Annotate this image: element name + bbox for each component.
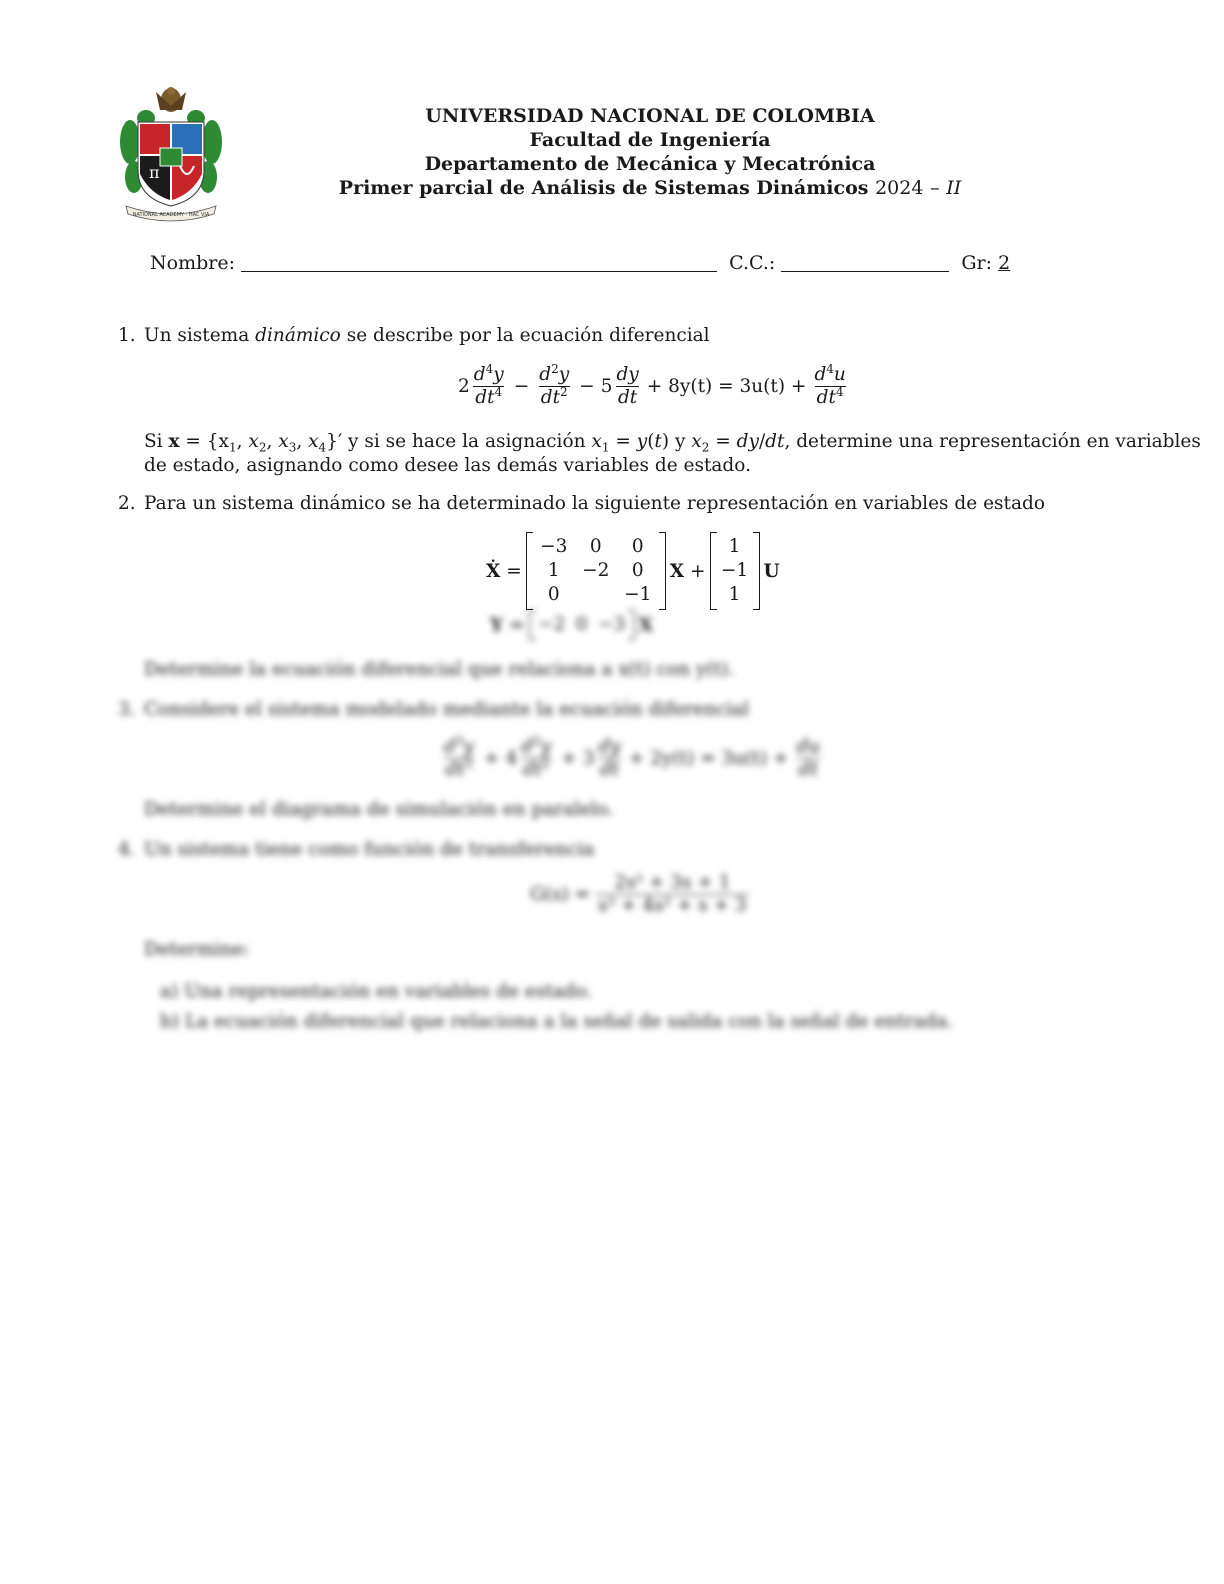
exam-title: Primer parcial de Análisis de Sistemas Dinámicos 2024 – II [338, 177, 962, 199]
university-name: UNIVERSIDAD NACIONAL DE COLOMBIA [425, 105, 875, 127]
q3-intro: Considere el sistema modelado mediante la ecuación diferencial [144, 699, 750, 720]
faculty-name: Facultad de Ingeniería [529, 129, 771, 151]
eagle-icon [156, 87, 186, 112]
q1-differential-equation: 2 $\frac{d^4y}{dt^4}$ − $\frac{d^2y}{dt^2}$ − 5 $\frac{dy}{dt}$ + 8y(t) = 3u(t) + $\frac{d^4u}{dt^4}$ [458, 361, 846, 408]
q2-task: Determine la ecuación diferencial que relaciona a x(t) con y(t). [144, 659, 735, 680]
id-label: C.C.: [729, 252, 776, 274]
q2-state-equation: Ẋ = −3 0 0 1 −2 0 0 −1 X + 1 −1 1 U [486, 536, 780, 605]
q1-body-line1: Si $x = \{x_1$, $x_2$, $x_3$, $x_4\}'$ y si se hace la asignación $x_1 = y(t)$ y $x_2 = dy/dt$, determine una representación en variables [144, 431, 1201, 455]
q1-number: 1. [118, 325, 136, 346]
q4-transfer-function: G(s) = $\frac{\text{2s² + 3s + 1}}{\text{s³ + 4s² + s + 3}}$ [530, 872, 747, 916]
matrix-c: −2 0 −3 [529, 614, 635, 636]
name-label: Nombre: [150, 252, 235, 274]
q2-intro: Para un sistema dinámico se ha determinado la siguiente representación en variables de estado [144, 493, 1045, 514]
name-field[interactable] [241, 253, 717, 272]
university-crest-logo [116, 82, 226, 222]
q2-number: 2. [118, 493, 136, 514]
q4-item-b: b) La ecuación diferencial que relaciona a la señal de salida con la señal de entrada. [160, 1011, 954, 1032]
department-name: Departamento de Mecánica y Mecatrónica [424, 153, 876, 175]
q4-intro: Un sistema tiene como función de transferencia [144, 839, 595, 860]
matrix-b: 1 −1 1 [710, 536, 760, 606]
q1-intro: Un sistema dinámico se describe por la ecuación diferencial [144, 325, 710, 346]
svg-text:π: π [149, 163, 160, 182]
q4-number: 4. [118, 839, 136, 860]
matrix-a: −3 0 0 1 −2 0 0 −1 [526, 536, 666, 606]
q4-item-a: a) Una representación en variables de estado. [160, 981, 593, 1002]
obscured-content [0, 600, 1224, 1060]
id-field[interactable] [781, 253, 949, 272]
q1-body-line2: de estado, asignando como desee las demás variables de estado. [144, 455, 751, 476]
group-value: 2 [998, 252, 1011, 274]
group-label: Gr: [961, 252, 993, 274]
shield-icon [138, 122, 204, 206]
svg-text:NATIONAL ACADEMY · HAC VIA: NATIONAL ACADEMY · HAC VIA [132, 212, 210, 218]
q3-equation: $\frac{d^3y}{dt^3}$ + 4 $\frac{d^2y}{dt^2}$ + 3 $\frac{dy}{dt}$ + 2y(t) = 3u(t) + $\frac{du}{dt}$ [444, 733, 821, 780]
q3-number: 3. [118, 699, 136, 720]
q2-state-equation-clip [0, 530, 1224, 610]
q4-determine: Determine: [144, 939, 250, 960]
q3-task: Determine el diagrama de simulación en paralelo. [144, 799, 614, 820]
student-info-line [150, 252, 1010, 274]
q2-output-equation: Y = −2 0 −3 X [490, 614, 653, 636]
